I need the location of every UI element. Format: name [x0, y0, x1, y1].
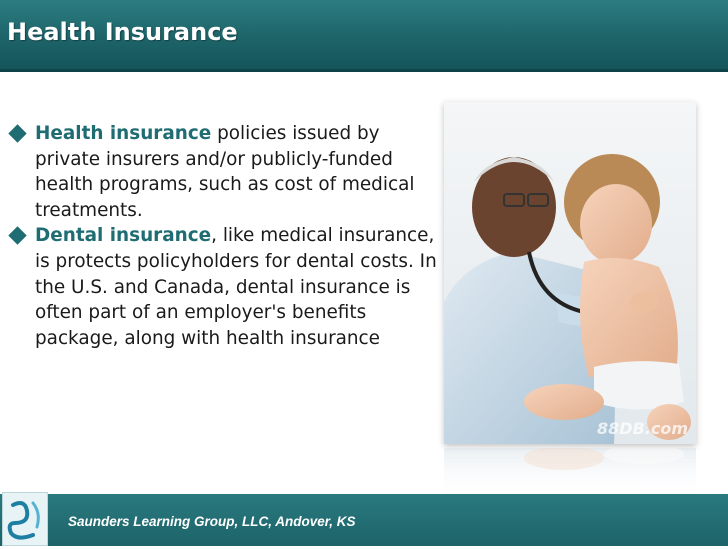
photo-illustration: [444, 102, 696, 444]
bullet-dental-insurance: [8, 223, 438, 351]
logo-swirl-icon: [3, 493, 47, 545]
photo-watermark: 88DB.com: [597, 419, 688, 438]
diamond-bullet-icon: [8, 227, 26, 245]
bullet-list: [8, 121, 438, 351]
reflection-illustration: [444, 448, 696, 500]
slide-footer: [0, 494, 728, 546]
footer-company: Saunders Learning Group, LLC, Andover, KS: [68, 514, 356, 529]
bullet-health-insurance: [8, 121, 438, 223]
photo-reflection: [444, 448, 696, 500]
bullet-text: , like medical insurance, is protects policyholders for dental costs. In the U.S. and Canada, dental insurance is often part of an employer's benefits package, along with health insurance: [35, 225, 437, 349]
doctor-child-photo: [444, 102, 696, 444]
company-logo: [2, 492, 48, 546]
diamond-bullet-icon: [8, 124, 26, 142]
bullet-text: policies issued by private insurers and/or publicly-funded health programs, such as cost of medical treatments.: [35, 123, 415, 221]
slide-title: Health Insurance: [7, 18, 238, 46]
slide-header: [0, 0, 728, 72]
bullet-term: Health insurance: [35, 123, 212, 144]
bullet-term: Dental insurance: [35, 225, 212, 247]
